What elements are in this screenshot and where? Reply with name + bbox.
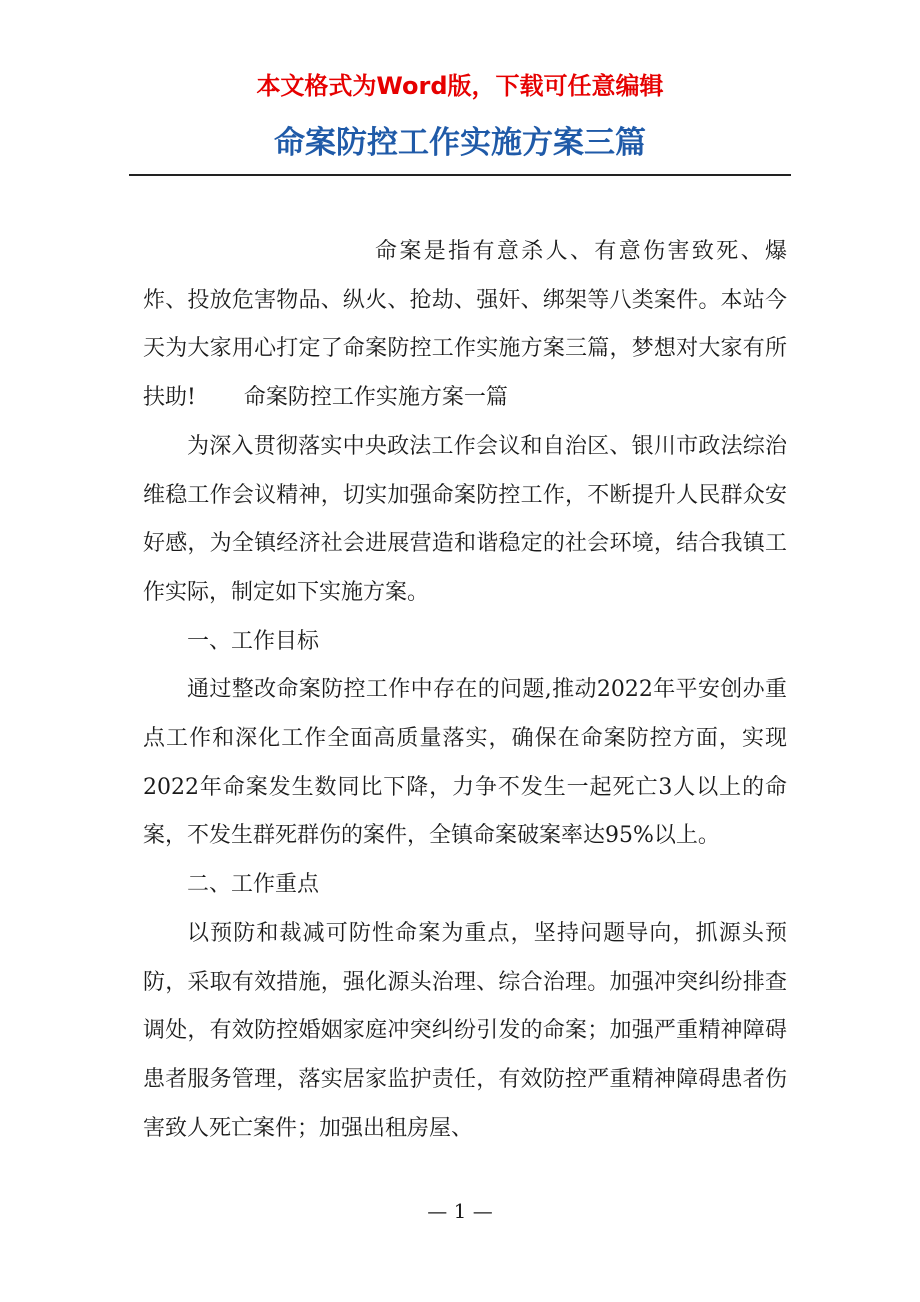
document-body [143, 228, 787, 1153]
page-number: — 1 — [427, 1199, 493, 1223]
section-heading-1: 一、工作目标 [187, 628, 320, 654]
document-title: 命案防控工作实施方案三篇 [274, 125, 646, 161]
body-paragraph-3: 以预防和裁减可防性命案为重点，坚持问题导向，抓源头预防，采取有效措施，强化源头治理、综合治理。加强冲突纠纷排查调处，有效防控婚姻家庭冲突纠纷引发的命案；加强严重精神障碍患者服务管理，落实居家监护责任，有效防控严重精神障碍患者伤害致人死亡案件；加强出租房屋、 [143, 920, 787, 1141]
intro-paragraph [143, 228, 787, 423]
body-paragraph-1: 为深入贯彻落实中央政法工作会议和自治区、银川市政法综治维稳工作会议精神，切实加强命案防控工作，不断提升人民群众安好感，为全镇经济社会进展营造和谐稳定的社会环境，结合我镇工作实际，制定如下实施方案。 [143, 433, 787, 605]
intro-text: 命案是指有意杀人、有意伤害致死、爆炸、投放危害物品、纵火、抢劫、强奸、绑架等八类案件。本站今天为大家用心打定了命案防控工作实施方案三篇，梦想对大家有所扶助! [143, 239, 787, 411]
title-divider [129, 174, 791, 176]
section-heading-2: 二、工作重点 [187, 872, 320, 898]
body-paragraph-2: 通过整改命案防控工作中存在的问题,推动2022年平安创办重点工作和深化工作全面高质量落实，确保在命案防控方面，实现2022年命案发生数同比下降，力争不发生一起死亡3人以上的命案，不发生群死群伤的案件，全镇命案破案率达95%以上。 [143, 677, 787, 849]
intro-heading: 命案防控工作实施方案一篇 [243, 385, 508, 411]
download-banner: 本文格式为Word版，下载可任意编辑 [256, 72, 664, 100]
